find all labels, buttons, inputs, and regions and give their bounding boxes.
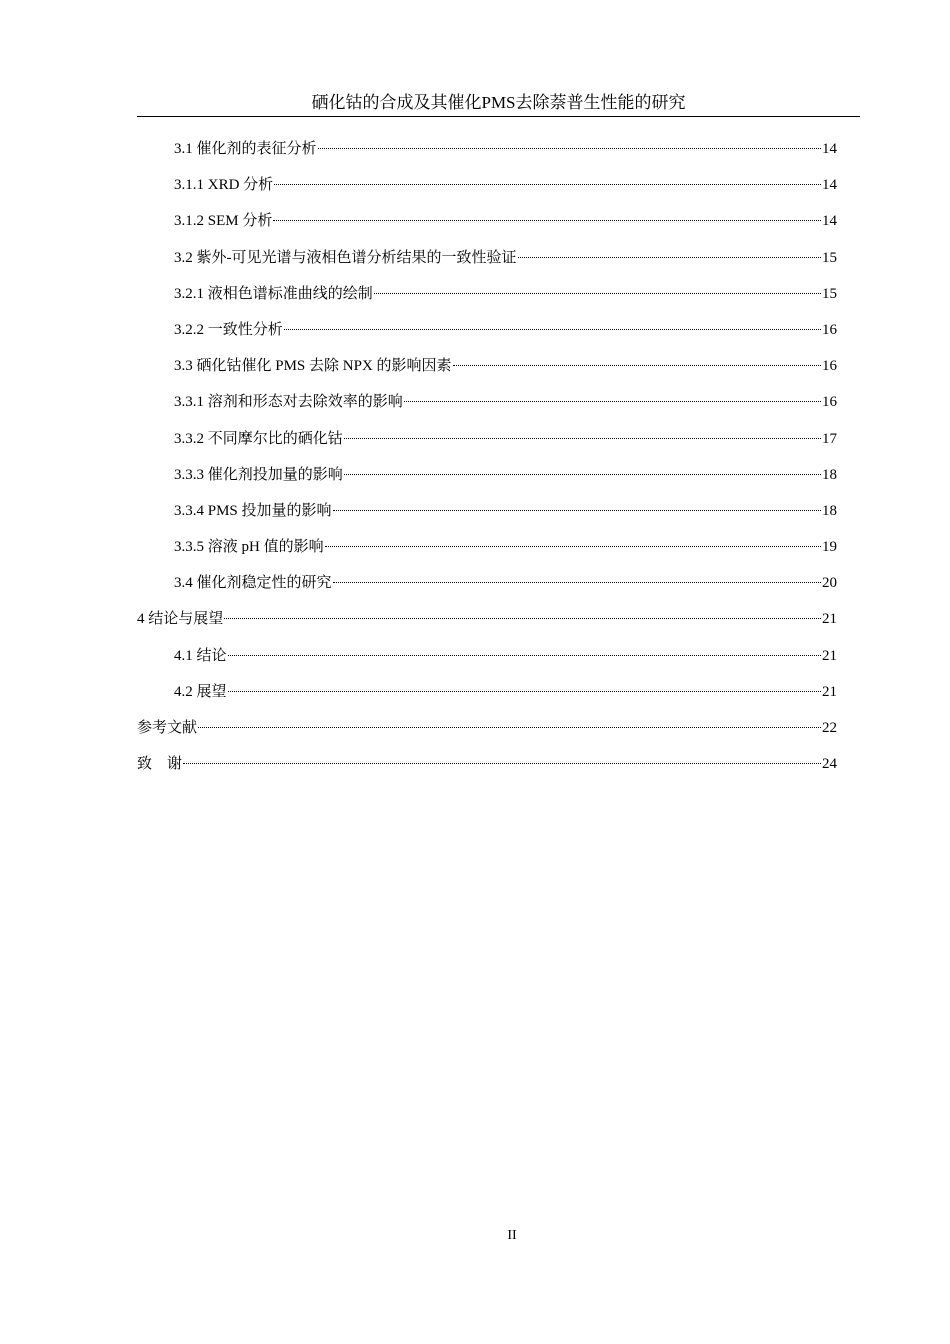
toc-entry[interactable] <box>137 499 837 535</box>
toc-leader-dots <box>453 365 821 366</box>
toc-leader-dots <box>374 293 821 294</box>
toc-entry-page: 16 <box>822 394 837 411</box>
toc-entry-page: 24 <box>822 756 837 773</box>
toc-entry-title: 3.2.1 液相色谱标准曲线的绘制 <box>174 285 373 302</box>
toc-leader-dots <box>518 257 822 258</box>
toc-entry[interactable] <box>137 535 837 571</box>
toc-entry-page: 14 <box>822 177 837 194</box>
toc-entry-page: 15 <box>822 249 837 266</box>
table-of-contents <box>137 137 837 788</box>
toc-leader-dots <box>318 148 821 149</box>
toc-entry[interactable] <box>137 354 837 390</box>
toc-entry-title: 3.2.2 一致性分析 <box>174 321 283 338</box>
toc-leader-dots <box>333 510 821 511</box>
toc-entry-title: 3.3.4 PMS 投加量的影响 <box>174 502 332 519</box>
toc-entry[interactable] <box>137 680 837 716</box>
toc-entry[interactable] <box>137 607 837 643</box>
toc-entry-title: 3.2 紫外-可见光谱与液相色谱分析结果的一致性验证 <box>174 249 517 266</box>
toc-entry-page: 16 <box>822 321 837 338</box>
toc-entry-page: 21 <box>822 611 837 628</box>
header-title: 硒化钴的合成及其催化PMS去除萘普生性能的研究 <box>311 93 686 112</box>
toc-entry-title: 4.2 展望 <box>174 683 227 700</box>
toc-entry[interactable] <box>137 427 837 463</box>
toc-entry-page: 22 <box>822 720 837 736</box>
toc-entry[interactable] <box>137 463 837 499</box>
toc-entry-page: 17 <box>822 430 837 447</box>
toc-leader-dots <box>325 546 821 547</box>
page-footer <box>0 1228 950 1244</box>
toc-entry-title: 4.1 结论 <box>174 647 227 664</box>
toc-entry-title: 3.3.2 不同摩尔比的硒化钴 <box>174 430 343 447</box>
toc-entry[interactable] <box>137 390 837 426</box>
toc-entry[interactable] <box>137 752 837 788</box>
toc-entry-page: 15 <box>822 285 837 302</box>
toc-entry[interactable] <box>137 644 837 680</box>
toc-leader-dots <box>183 763 821 764</box>
toc-entry-page: 19 <box>822 539 837 556</box>
toc-entry[interactable] <box>137 209 837 245</box>
toc-entry[interactable] <box>137 282 837 318</box>
toc-entry-page: 18 <box>822 466 837 483</box>
toc-leader-dots <box>344 474 821 475</box>
toc-entry-title: 3.3 硒化钴催化 PMS 去除 NPX 的影响因素 <box>174 358 452 375</box>
toc-entry-title: 3.3.3 催化剂投加量的影响 <box>174 466 343 483</box>
page-number: II <box>507 1228 517 1243</box>
toc-entry[interactable] <box>137 318 837 354</box>
toc-leader-dots <box>284 329 821 330</box>
toc-entry[interactable] <box>137 571 837 607</box>
toc-entry-title: 3.1.2 SEM 分析 <box>174 213 273 230</box>
toc-entry[interactable] <box>137 246 837 282</box>
toc-entry-title: 3.1 催化剂的表征分析 <box>174 141 317 157</box>
toc-entry[interactable] <box>137 173 837 209</box>
toc-leader-dots <box>224 618 821 619</box>
toc-leader-dots <box>198 727 821 728</box>
toc-leader-dots <box>404 401 821 402</box>
toc-entry-page: 14 <box>822 213 837 230</box>
toc-entry-title: 参考文献 <box>137 720 198 736</box>
toc-entry-title: 3.3.1 溶剂和形态对去除效率的影响 <box>174 394 403 411</box>
toc-entry-title: 4 结论与展望 <box>137 611 224 628</box>
toc-entry-page: 18 <box>822 502 837 519</box>
toc-entry-page: 21 <box>822 683 837 700</box>
page-header <box>137 90 860 117</box>
toc-entry-page: 14 <box>822 141 837 157</box>
toc-leader-dots <box>333 582 821 583</box>
toc-entry-title: 3.3.5 溶液 pH 值的影响 <box>174 539 324 556</box>
toc-entry[interactable] <box>137 716 837 752</box>
toc-entry-title: 3.1.1 XRD 分析 <box>174 177 274 194</box>
toc-leader-dots <box>228 691 821 692</box>
toc-leader-dots <box>344 438 821 439</box>
toc-entry-page: 16 <box>822 358 837 375</box>
toc-leader-dots <box>273 220 821 221</box>
toc-entry[interactable] <box>137 137 837 173</box>
toc-entry-page: 20 <box>822 575 837 592</box>
toc-entry-page: 21 <box>822 647 837 664</box>
toc-entry-title: 3.4 催化剂稳定性的研究 <box>174 575 332 592</box>
toc-leader-dots <box>228 655 821 656</box>
toc-leader-dots <box>274 184 821 185</box>
toc-entry-title: 致 谢 <box>137 756 183 773</box>
